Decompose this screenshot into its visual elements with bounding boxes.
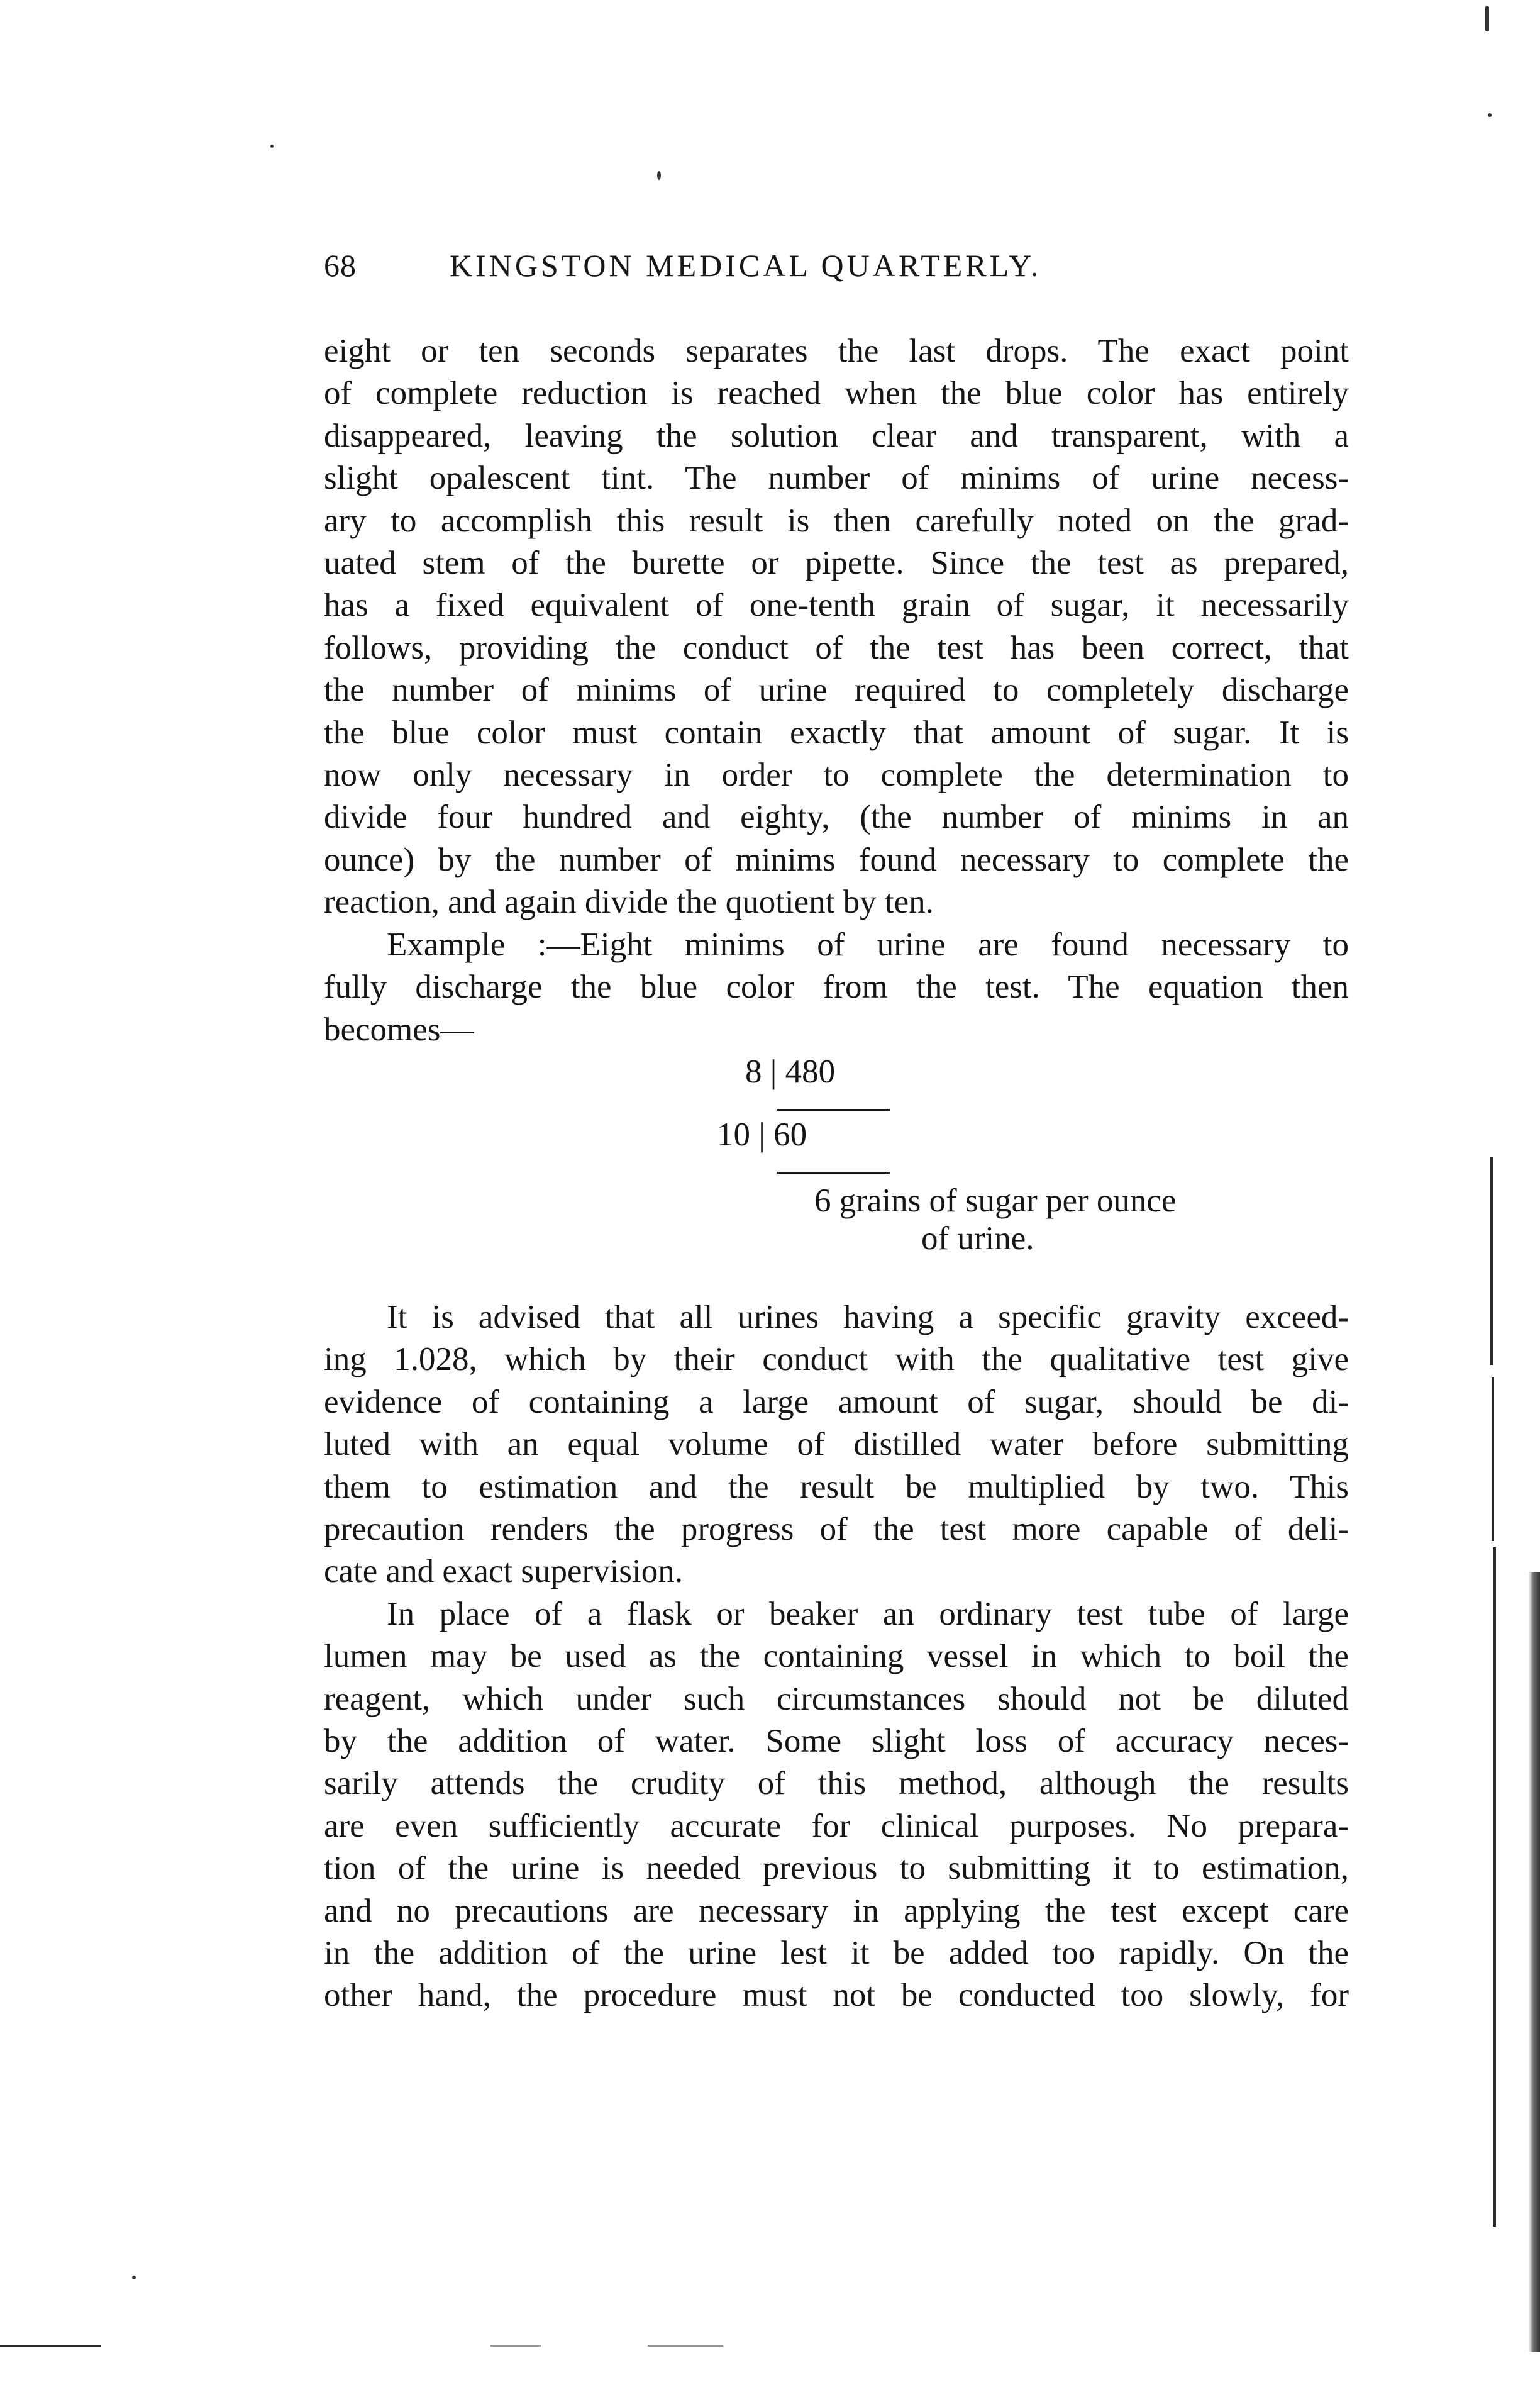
paragraph-3 xyxy=(324,1296,1349,1593)
text-line: the blue color must contain exactly that amount of sugar. It is xyxy=(324,714,1349,751)
equation-row-1: 8 | 480 xyxy=(745,1053,836,1090)
page-number: 68 xyxy=(324,248,357,283)
margin-mark xyxy=(1493,1547,1496,2227)
text-line: follows, providing the conduct of the test has been correct, that xyxy=(324,629,1349,666)
equation-rule xyxy=(777,1172,890,1174)
text-line: uated stem of the burette or pipette. Since the test as prepared, xyxy=(324,545,1349,582)
paragraph-2 xyxy=(324,924,1349,1051)
paragraph-1 xyxy=(324,330,1349,924)
text-line: of complete reduction is reached when the blue color has entirely xyxy=(324,375,1349,412)
text-line: sarily attends the crudity of this method, although the results xyxy=(324,1765,1349,1802)
text-line: and no precautions are necessary in applying the test except care xyxy=(324,1892,1349,1929)
text-line: It is advised that all urines having a specific gravity exceed- xyxy=(387,1298,1349,1335)
scan-speck xyxy=(1488,113,1492,117)
scan-speck xyxy=(1485,6,1489,31)
text-line: the number of minims of urine required to completely discharge xyxy=(324,672,1349,709)
text-line: by the addition of water. Some slight loss of accuracy neces- xyxy=(324,1722,1349,1759)
text-line: eight or ten seconds separates the last drops. The exact point xyxy=(324,333,1349,369)
body-text xyxy=(324,330,1349,2017)
text-line: ounce) by the number of minims found necessary to complete the xyxy=(324,841,1349,878)
text-line: in the addition of the urine lest it be added too rapidly. On the xyxy=(324,1935,1349,1971)
text-line: divide four hundred and eighty, (the number of minims in an xyxy=(324,799,1349,836)
equation-result: 6 grains of sugar per ounce xyxy=(814,1182,1177,1219)
equation-row-2: 10 | 60 xyxy=(717,1116,807,1153)
text-line: Example :—Eight minims of urine are found necessary to xyxy=(387,926,1349,963)
text-line: now only necessary in order to complete the determination to xyxy=(324,757,1349,794)
text-line: ary to accomplish this result is then carefully noted on the grad- xyxy=(324,502,1349,539)
text-line: other hand, the procedure must not be conducted too slowly, for xyxy=(324,1977,1349,2014)
text-line: disappeared, leaving the solution clear and transparent, with a xyxy=(324,417,1349,454)
text-line: cate and exact supervision. xyxy=(324,1553,683,1590)
text-line: evidence of containing a large amount of sugar, should be di- xyxy=(324,1383,1349,1420)
text-line: luted with an equal volume of distilled water before submitting xyxy=(324,1426,1349,1463)
text-line: slight opalescent tint. The number of minims of urine necess- xyxy=(324,460,1349,497)
text-line: has a fixed equivalent of one-tenth grain of sugar, it necessarily xyxy=(324,587,1349,624)
margin-mark xyxy=(1492,1377,1494,1541)
text-line: In place of a flask or beaker an ordinary test tube of large xyxy=(387,1595,1349,1632)
division-equation xyxy=(324,1051,1349,1296)
bottom-edge-mark xyxy=(648,2345,723,2347)
text-line: becomes— xyxy=(324,1011,474,1048)
text-line: reaction, and again divide the quotient by ten. xyxy=(324,884,934,921)
paragraph-4 xyxy=(324,1593,1349,2017)
bottom-edge-mark xyxy=(0,2345,101,2347)
scan-speck xyxy=(270,145,274,148)
binding-edge xyxy=(1529,1572,1540,2352)
bottom-edge-mark xyxy=(490,2345,541,2347)
margin-mark xyxy=(1490,1157,1493,1365)
equation-rule xyxy=(777,1109,890,1111)
text-line: reagent, which under such circumstances should not be diluted xyxy=(324,1680,1349,1717)
text-line: lumen may be used as the containing vessel in which to boil the xyxy=(324,1638,1349,1675)
text-line: fully discharge the blue color from the test. The equation then xyxy=(324,969,1349,1006)
page-header xyxy=(324,247,1349,298)
scan-speck xyxy=(657,171,661,180)
text-line: are even sufficiently accurate for clinical purposes. No prepara- xyxy=(324,1807,1349,1844)
scan-speck xyxy=(132,2276,136,2279)
text-line: precaution renders the progress of the test more capable of deli- xyxy=(324,1510,1349,1547)
equation-result-continued: of urine. xyxy=(921,1220,1034,1257)
running-title: KINGSTON MEDICAL QUARTERLY. xyxy=(450,248,1042,283)
text-line: them to estimation and the result be multiplied by two. This xyxy=(324,1468,1349,1505)
text-line: tion of the urine is needed previous to submitting it to estimation, xyxy=(324,1850,1349,1887)
text-line: ing 1.028, which by their conduct with the qualitative test give xyxy=(324,1341,1349,1378)
